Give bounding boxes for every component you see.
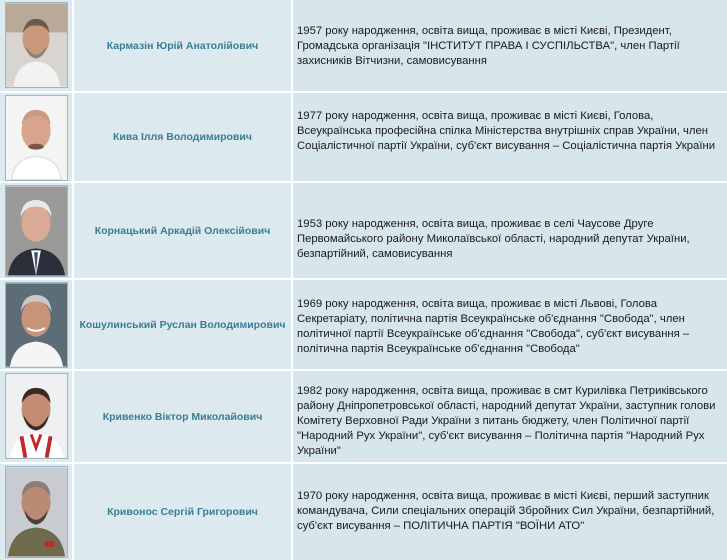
candidate-info: 1970 року народження, освіта вища, проживає в місті Києві, перший заступник командувача, Сили спеціальних операцій Збройних Сил України, безпартійний, суб'єкт висування – ПОЛІТИЧНА ПАРТІЯ "ВОЇНИ АТО" — [293, 464, 727, 560]
portrait-image — [6, 3, 67, 87]
portrait-image — [6, 283, 67, 367]
portrait-image — [6, 467, 67, 557]
table-row — [0, 93, 727, 181]
table-row — [0, 464, 727, 560]
candidate-name[interactable]: Кривенко Віктор Миколайович — [74, 371, 291, 462]
candidate-photo[interactable] — [5, 282, 68, 368]
candidate-info: 1957 року народження, освіта вища, проживає в місті Києві, Президент, Громадська організація "ІНСТИТУТ ПРАВА І СУСПІЛЬСТВА", член Партії захисників Вітчизни, самовисування — [293, 0, 727, 91]
candidate-info: 1969 року народження, освіта вища, проживає в місті Львові, Голова Секретаріату, політична партія Всеукраїнське об'єднання "Свобода", член політичної партії Всеукраїнське об'єднання "Свобода", суб'єкт висування – політична партія Всеукраїнське об'єднання "Свобода" — [293, 280, 727, 369]
candidate-info: 1953 року народження, освіта вища, проживає в селі Чаусове Друге Первомайського району Миколаївської області, народний депутат України, безпартійний, самовисування — [293, 183, 727, 278]
candidate-name[interactable]: Кошулинський Руслан Володимирович — [74, 280, 291, 369]
table-row — [0, 0, 727, 91]
photo-cell — [0, 0, 72, 91]
photo-cell — [0, 93, 72, 181]
table-row — [0, 183, 727, 278]
candidate-info: 1982 року народження, освіта вища, проживає в смт Курилівка Петриківського району Дніпропетровської області, народний депутат України, заступник голови Комітету Верховної Ради України з питань бюджету, член Політичної партії "Народний Рух України", суб'єкт висування – Політична партія "Народний Рух України" — [293, 371, 727, 462]
candidate-photo[interactable] — [5, 466, 68, 558]
candidate-photo[interactable] — [5, 95, 68, 181]
candidate-photo[interactable] — [5, 185, 68, 277]
candidate-photo[interactable] — [5, 373, 68, 459]
table-row — [0, 280, 727, 369]
table-row — [0, 371, 727, 462]
candidate-name[interactable]: Кармазін Юрій Анатолійович — [74, 0, 291, 91]
photo-cell — [0, 280, 72, 369]
candidate-info: 1977 року народження, освіта вища, проживає в місті Києві, Голова, Всеукраїнська професійна спілка Міністерства внутрішніх справ України, член Соціалістичної партії України, суб'єкт висування – Соціалістична партія України — [293, 93, 727, 181]
portrait-image — [6, 186, 67, 276]
portrait-image — [6, 374, 67, 458]
photo-cell — [0, 464, 72, 560]
photo-cell — [0, 371, 72, 462]
candidate-name[interactable]: Корнацький Аркадій Олексійович — [74, 183, 291, 278]
candidate-name[interactable]: Кива Ілля Володимирович — [74, 93, 291, 181]
photo-cell — [0, 183, 72, 278]
candidate-name[interactable]: Кривонос Сергій Григорович — [74, 464, 291, 560]
portrait-image — [6, 96, 67, 180]
candidate-photo[interactable] — [5, 2, 68, 88]
